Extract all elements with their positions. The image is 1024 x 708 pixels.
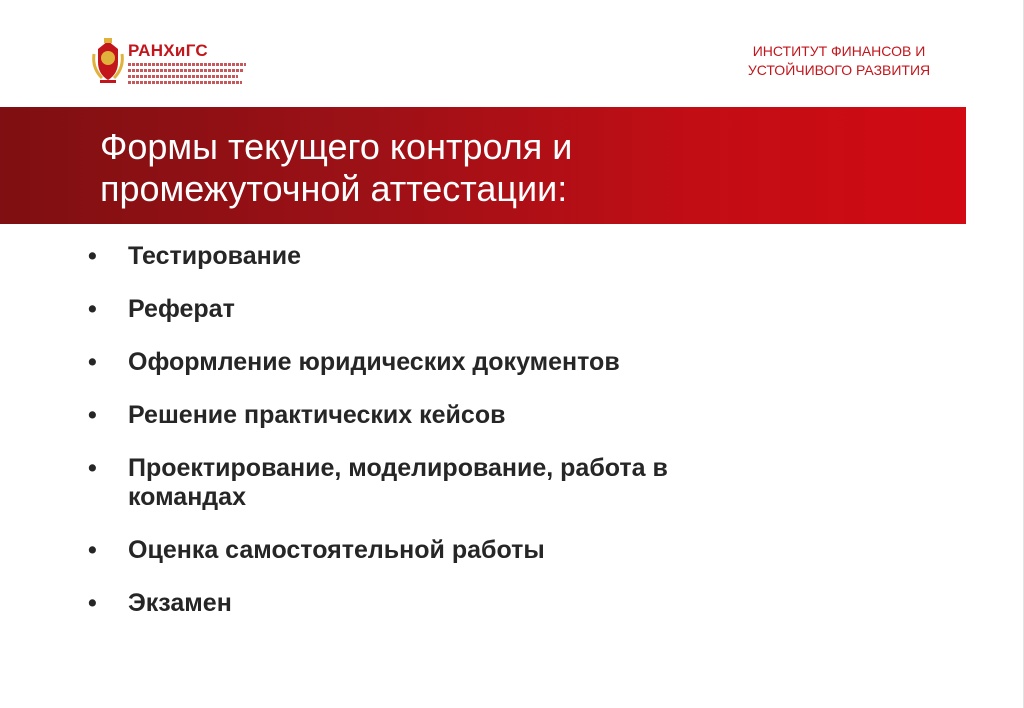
logo-fine-print [128,63,246,84]
list-item-text: Решение практических кейсов [128,401,506,429]
list-item-text: Тестирование [128,242,301,270]
bullet-list [88,242,848,642]
bullet-marker: • [88,536,97,564]
title-banner [0,107,966,224]
bullet-marker: • [88,348,97,376]
logo-name: РАНХиГС [128,41,208,60]
ranepa-logo [92,38,246,87]
list-item [88,536,848,565]
bullet-marker: • [88,295,97,323]
list-item [88,242,848,271]
list-item [88,589,848,618]
list-item-text: Оформление юридических документов [128,348,620,376]
list-item-text: Проектирование, моделирование, работа в командах [128,454,668,511]
list-item-text: Экзамен [128,589,232,617]
list-item-text: Оценка самостоятельной работы [128,536,545,564]
list-item [88,454,788,512]
logo-text [128,42,246,87]
bullet-marker: • [88,454,97,482]
list-item [88,348,848,377]
bullet-marker: • [88,589,97,617]
institute-name: ИНСТИТУТ ФИНАНСОВ И УСТОЙЧИВОГО РАЗВИТИЯ [747,43,931,78]
list-item [88,295,848,324]
bullet-marker: • [88,242,97,270]
list-item [88,401,848,430]
slide-title: Формы текущего контроля и промежуточной аттестации: [100,126,573,209]
bullet-marker: • [88,401,97,429]
emblem-icon [92,38,124,84]
list-item-text: Реферат [128,295,235,323]
